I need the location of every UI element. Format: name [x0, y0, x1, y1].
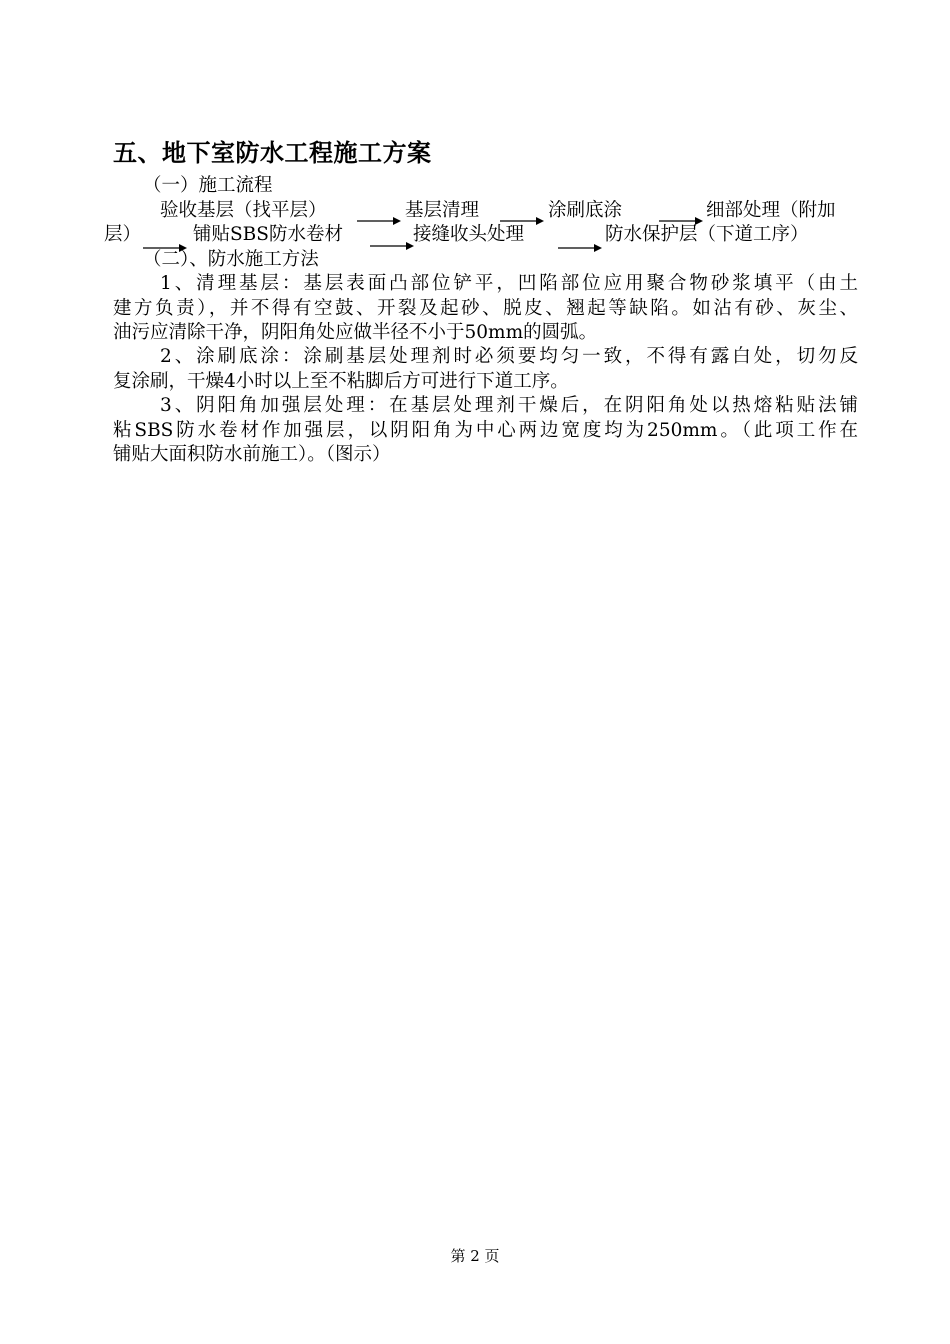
- method-item-3-line-2: 粘SBS防水卷材作加强层，以阴阳角为中心两边宽度均为250mm。（此项工作在: [113, 420, 858, 441]
- flow-arrow-6: [558, 242, 602, 254]
- flow-step-5: 铺贴SBS防水卷材: [193, 224, 343, 245]
- arrow-right-icon: [357, 215, 401, 227]
- method-item-2-line-1: 2、涂刷底涂：涂刷基层处理剂时必须要均匀一致，不得有露白处，切勿反: [160, 346, 858, 367]
- document-heading: 五、地下室防水工程施工方案: [113, 139, 432, 167]
- section-title-process: （一）施工流程: [143, 175, 273, 196]
- flow-step-7: 防水保护层（下道工序）: [605, 224, 809, 245]
- flow-arrow-1: [357, 215, 401, 227]
- flow-step-6: 接缝收头处理: [413, 224, 525, 245]
- arrow-right-icon: [558, 242, 602, 254]
- method-item-3-line-3: 铺贴大面积防水前施工）。（图示）: [113, 444, 391, 465]
- method-item-1-line-1: 1、清理基层：基层表面凸部位铲平，凹陷部位应用聚合物砂浆填平（由土: [160, 273, 858, 294]
- flow-step-3: 涂刷底涂: [548, 200, 623, 221]
- flow-step-4: 细部处理（附加: [706, 200, 836, 221]
- flow-step-2: 基层清理: [405, 200, 480, 221]
- flow-step-1: 验收基层（找平层）: [160, 200, 327, 221]
- arrow-right-icon: [370, 240, 414, 252]
- method-item-1-line-2: 建方负责），并不得有空鼓、开裂及起砂、脱皮、翘起等缺陷。如沾有砂、灰尘、: [113, 298, 858, 319]
- method-item-1-line-3: 油污应清除干净，阴阳角处应做半径不小于50mm的圆弧。: [113, 322, 598, 343]
- method-item-2-line-2: 复涂刷，干燥4小时以上至不粘脚后方可进行下道工序。: [113, 371, 569, 392]
- flow-arrow-5: [370, 240, 414, 252]
- method-item-3-line-1: 3、阴阳角加强层处理：在基层处理剂干燥后，在阴阳角处以热熔粘贴法铺: [160, 395, 858, 416]
- page-number: 第 2 页: [450, 1247, 500, 1265]
- section-title-method: （二）、防水施工方法: [143, 249, 319, 270]
- flow-step-4-cont: 层）: [104, 224, 142, 245]
